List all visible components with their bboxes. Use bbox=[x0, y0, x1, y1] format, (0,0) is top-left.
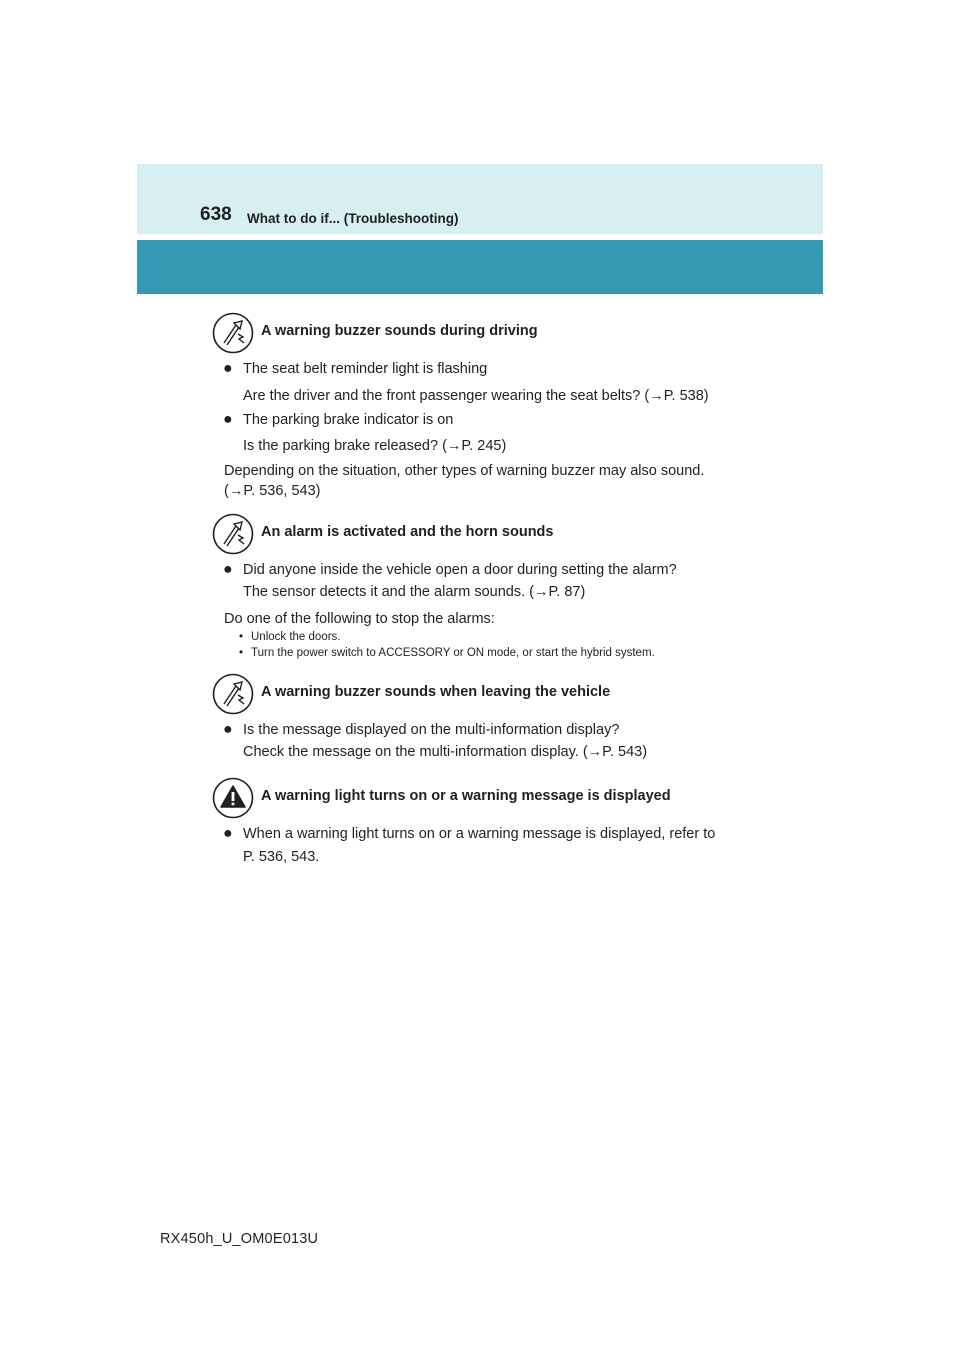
chapter-bar bbox=[137, 240, 823, 294]
bullet-detail: The sensor detects it and the alarm sounds. (→P. 87) bbox=[243, 584, 586, 600]
wrench-lightning-icon bbox=[212, 513, 254, 555]
section-heading bbox=[212, 312, 812, 354]
sub-item-text: Unlock the doors. bbox=[251, 631, 341, 643]
bullet-icon: ● bbox=[223, 411, 233, 428]
section-heading bbox=[212, 777, 812, 819]
bullet-detail: Is the parking brake released? (→P. 245) bbox=[243, 438, 507, 454]
section-heading bbox=[212, 513, 812, 555]
sub-item: • Unlock the doors. bbox=[239, 631, 341, 643]
section-title-text: A warning buzzer sounds during driving bbox=[261, 323, 538, 339]
bullet-icon: ● bbox=[223, 561, 233, 578]
manual-code: RX450h_U_OM0E013U bbox=[160, 1231, 319, 1247]
page-number: 638 bbox=[200, 204, 232, 225]
bullet-text: When a warning light turns on or a warning message is displayed, refer to bbox=[243, 826, 716, 842]
section-title-text: An alarm is activated and the horn sounds bbox=[261, 524, 554, 540]
section-title-text: A warning buzzer sounds when leaving the vehicle bbox=[261, 684, 611, 700]
bullet-icon: ● bbox=[223, 721, 233, 738]
section-title: What to do if... (Troubleshooting) bbox=[247, 211, 459, 226]
section-title-text: A warning light turns on or a warning message is displayed bbox=[261, 788, 671, 804]
bullet-text: The parking brake indicator is on bbox=[243, 412, 454, 428]
note-text: Do one of the following to stop the alarms: bbox=[224, 611, 495, 627]
bullet-continuation: P. 536, 543. bbox=[243, 849, 320, 865]
bullet-text: Did anyone inside the vehicle open a door during setting the alarm? bbox=[243, 562, 677, 578]
warning-triangle-icon bbox=[212, 777, 254, 819]
header-band bbox=[137, 164, 823, 234]
wrench-lightning-icon bbox=[212, 312, 254, 354]
bullet-text: Is the message displayed on the multi-information display? bbox=[243, 722, 620, 738]
section-heading bbox=[212, 673, 812, 715]
bullet-icon: ● bbox=[223, 360, 233, 377]
sub-item: • Turn the power switch to ACCESSORY or ON mode, or start the hybrid system. bbox=[239, 647, 655, 659]
note-text: Depending on the situation, other types of warning buzzer may also sound. bbox=[224, 463, 705, 479]
note-text: (→P. 536, 543) bbox=[224, 483, 321, 499]
bullet-text: The seat belt reminder light is flashing bbox=[243, 361, 488, 377]
bullet-icon: ● bbox=[223, 825, 233, 842]
bullet-detail: Are the driver and the front passenger wearing the seat belts? (→P. 538) bbox=[243, 388, 709, 404]
bullet-detail: Check the message on the multi-information display. (→P. 543) bbox=[243, 744, 648, 760]
sub-item-text: Turn the power switch to ACCESSORY or ON mode, or start the hybrid system. bbox=[251, 647, 655, 659]
wrench-lightning-icon bbox=[212, 673, 254, 715]
